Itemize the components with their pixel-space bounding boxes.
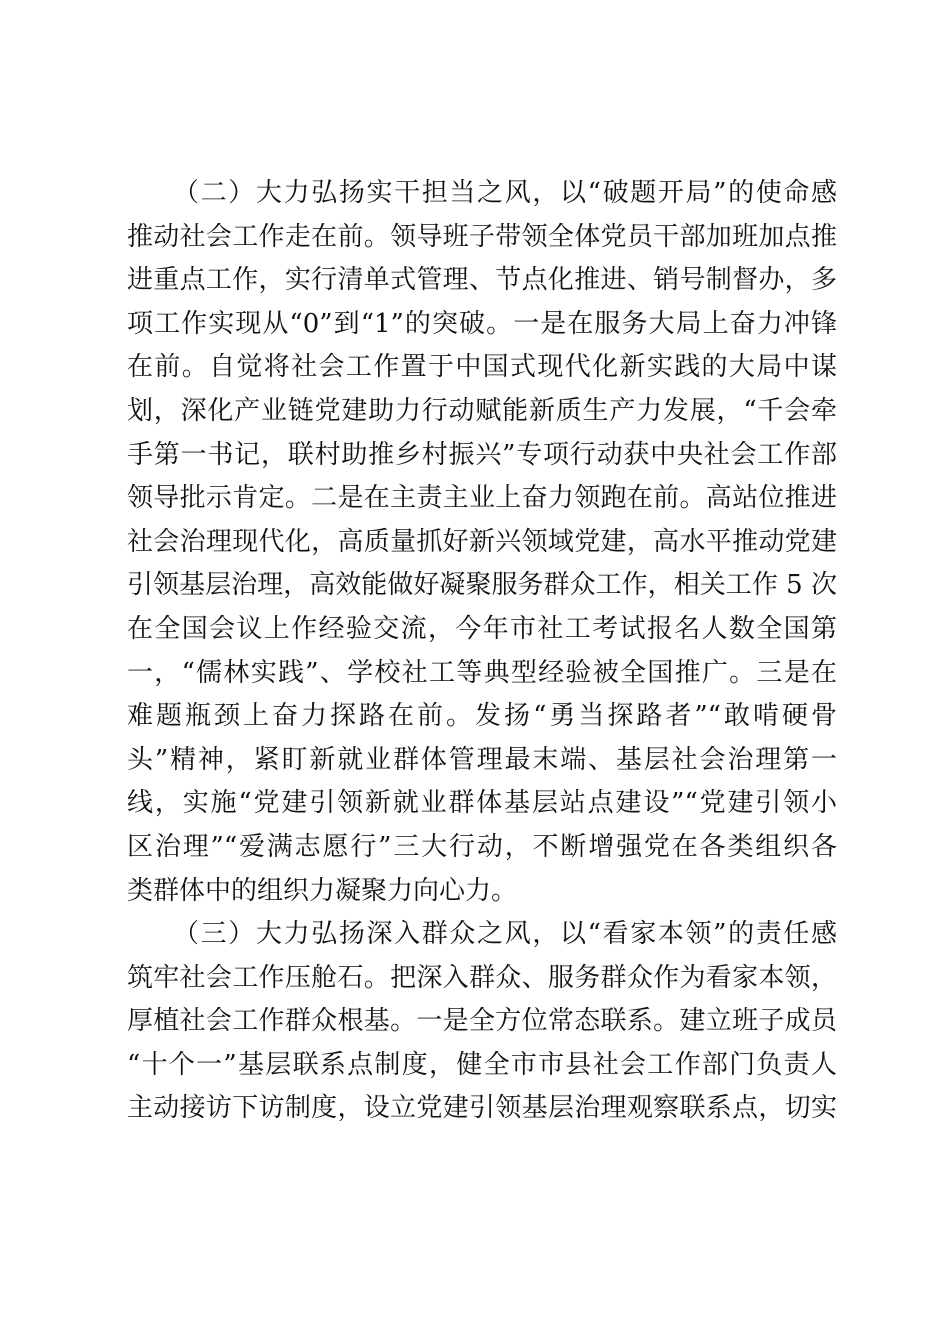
paragraph-2-line-12: 一，“儒林实践”、学校社工等典型经验被全国推广。三是在 [127,657,837,688]
body-text [127,172,837,1131]
paragraph-2-line-17: 类群体中的组织力凝聚力向心力。 [127,875,518,906]
paragraph-2-line-13: 难题瓶颈上奋力探路在前。发扬“勇当探路者”“敢啃硬骨 [127,701,837,732]
paragraph-2-line-15: 线，实施“党建引领新就业群体基层站点建设”“党建引领小 [127,788,837,819]
paragraph-2-line-10: 引领基层治理，高效能做好凝聚服务群众工作，相关工作 5 次 [127,570,837,601]
paragraph-2-line-14: 头”精神，紧盯新就业群体管理最末端、基层社会治理第一 [127,744,837,775]
paragraph-2-line-1: （二）大力弘扬实干担当之风，以“破题开局”的使命感 [173,178,837,208]
paragraph-3-line-3: 厚植社会工作群众根基。一是全方位常态联系。建立班子成员 [127,1006,837,1037]
paragraph-3-line-4: “十个一”基层联系点制度，健全市市县社会工作部门负责人 [127,1049,837,1080]
paragraph-3-line-1: （三）大力弘扬深入群众之风，以“看家本领”的责任感 [173,919,837,950]
paragraph-2-line-4: 项工作实现从“0”到“1”的突破。一是在服务大局上奋力冲锋 [127,308,837,339]
paragraph-3-line-2: 筑牢社会工作压舱石。把深入群众、服务群众作为看家本领， [127,962,837,993]
paragraph-2-line-11: 在全国会议上作经验交流，今年市社工考试报名人数全国第 [127,613,837,644]
paragraph-2-line-16: 区治理”“爱满志愿行”三大行动，不断增强党在各类组织各 [127,831,837,862]
paragraph-2-line-5: 在前。自觉将社会工作置于中国式现代化新实践的大局中谋 [127,352,837,383]
paragraph-2-line-2: 推动社会工作走在前。领导班子带领全体党员干部加班加点推 [127,221,837,252]
paragraph-2-line-6: 划，深化产业链党建助力行动赋能新质生产力发展，“千会牵 [127,395,837,426]
paragraph-2-line-7: 手第一书记，联村助推乡村振兴”专项行动获中央社会工作部 [127,439,837,470]
paragraph-3-line-5: 主动接访下访制度，设立党建引领基层治理观察联系点，切实 [127,1093,837,1124]
paragraph-2-line-9: 社会治理现代化，高质量抓好新兴领域党建，高水平推动党建 [127,526,837,557]
paragraph-2-line-3: 进重点工作，实行清单式管理、节点化推进、销号制督办，多 [127,265,837,296]
paragraph-2-line-8: 领导批示肯定。二是在主责主业上奋力领跑在前。高站位推进 [127,483,837,514]
